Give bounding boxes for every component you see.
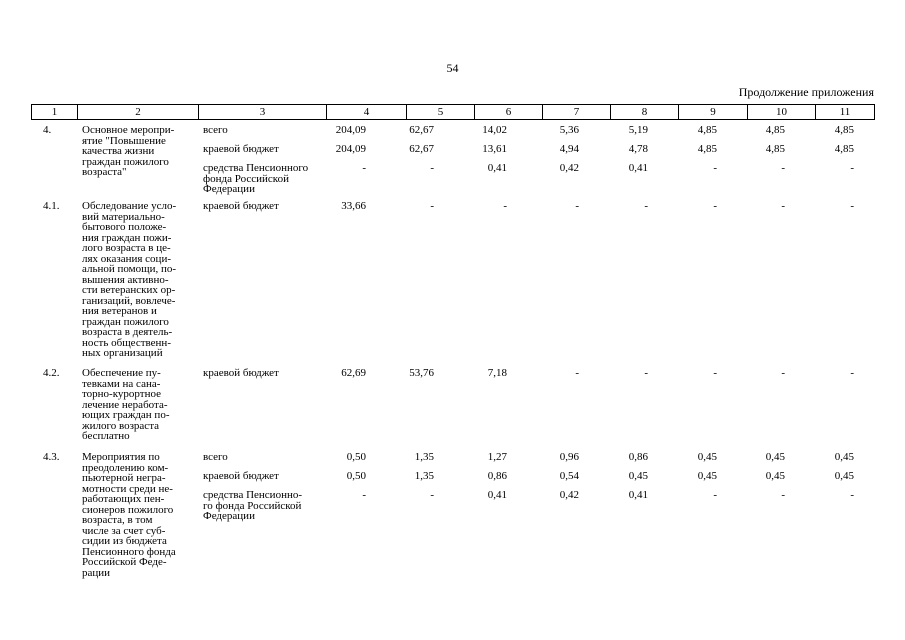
value-cell-col-5: - [430,489,434,501]
row-number: 4.3. [43,451,60,463]
row-title-line: торно-курортное [82,388,161,400]
value-cell-col-10: - [781,200,785,212]
column-header-7: 7 [543,105,611,120]
value-cell-col-6: 0,41 [487,162,507,174]
row-title-line: пьютерной негра- [82,472,166,484]
funding-source-line: Федерации [203,183,255,195]
value-cell-col-5: - [430,200,434,212]
value-cell-col-4: 0,50 [346,470,366,482]
value-cell-col-4: - [362,489,366,501]
row-title-line: сти ветеранских ор- [82,284,176,296]
value-cell-col-4: 0,50 [346,451,366,463]
row-title-line: альной помощи, по- [82,263,177,275]
value-cell-col-10: 4,85 [765,124,785,136]
value-cell-col-9: - [713,162,717,174]
value-cell-col-8: 5,19 [628,124,648,136]
value-cell-col-9: 4,85 [697,124,717,136]
row-title-line: возраста в деятель- [82,326,173,338]
column-header-8: 8 [611,105,679,120]
column-header-3: 3 [199,105,327,120]
row-title-line: мотности среди не- [82,482,173,495]
row-title-line: ганизаций, вовлече- [82,294,176,307]
row-title [82,368,192,442]
row-number: 4.1. [43,200,60,212]
row-title-line: лечение неработа- [82,398,168,411]
row-title-line: Мероприятия по [82,451,160,463]
value-cell-col-7: 0,42 [559,162,579,174]
value-cell-col-7: 0,54 [559,470,579,482]
funding-source-line: Федерации [203,510,255,522]
value-cell-col-5: 1,35 [414,470,434,482]
column-header-1: 1 [32,105,78,120]
row-title-line: Пенсионного фонда [82,545,176,558]
value-cell-col-5: 1,35 [414,451,434,463]
row-title-line: возраста, в том [82,514,153,526]
row-title-line: бесплатно [82,430,130,442]
value-cell-col-6: 1,27 [487,451,507,463]
value-cell-col-5: - [430,162,434,174]
value-cell-col-7: 0,42 [559,489,579,501]
value-cell-col-11: 4,85 [834,143,854,155]
value-cell-col-7: 4,94 [559,143,579,155]
column-header-6: 6 [475,105,543,120]
value-cell-col-8: 4,78 [628,143,648,155]
page-number: 54 [446,61,459,75]
funding-source-line: всего [203,124,228,136]
value-cell-col-9: - [713,489,717,501]
funding-source-line: краевой бюджет [203,470,279,482]
row-title-line: лях оказания соци- [82,252,171,265]
value-cell-col-8: - [644,367,648,379]
value-cell-col-11: - [850,162,854,174]
funding-source-line: средства Пенсионно- [203,489,303,501]
value-cell-col-11: - [850,200,854,212]
value-cell-col-6: 13,61 [482,143,507,155]
value-cell-col-10: 4,85 [765,143,785,155]
row-title-line: Российской Феде- [82,556,167,568]
row-title-line: сионеров пожилого [82,503,174,516]
value-cell-col-11: 0,45 [834,451,854,463]
value-cell-col-7: - [575,367,579,379]
funding-source-line: краевой бюджет [203,143,279,155]
row-title-line: рации [82,566,111,579]
row-title-line: вышения активно- [82,273,169,286]
column-header-2: 2 [78,105,199,120]
row-title-line: сидии из бюджета [82,535,167,547]
row-title-line: вий материально- [82,210,165,223]
row-title-line: жилого возраста [82,419,160,432]
value-cell-col-4: 204,09 [335,143,366,155]
value-cell-col-8: - [644,200,648,212]
row-title-line: преодолению ком- [82,461,169,474]
row-title-line: ность общественн- [82,336,171,349]
row-title [82,452,192,578]
value-cell-col-7: 5,36 [559,124,579,136]
value-cell-col-10: - [781,162,785,174]
funding-source-line: фонда Российской [203,172,289,185]
row-title-line: качества жизни [82,145,155,157]
value-cell-col-9: 0,45 [697,451,717,463]
row-title-line: Обследование усло- [82,200,177,212]
column-header-10: 10 [748,105,816,120]
value-cell-col-5: 53,76 [409,367,434,379]
row-title-line: бытового положе- [82,221,167,233]
value-cell-col-9: 4,85 [697,143,717,155]
value-cell-col-7: 0,96 [559,451,579,463]
row-title-line: ных организаций [82,347,163,359]
funding-source-line: го фонда Российской [203,499,302,512]
funding-source-line: всего [203,451,228,463]
value-cell-col-4: 62,69 [341,367,366,379]
value-cell-col-6: 0,86 [487,470,507,482]
value-cell-col-5: 62,67 [409,143,434,155]
row-number: 4. [43,124,52,136]
value-cell-col-7: - [575,200,579,212]
value-cell-col-6: 7,18 [487,367,507,379]
column-header-5: 5 [407,105,475,120]
value-cell-col-6: - [503,200,507,212]
row-title-line: тевками на сана- [82,377,161,390]
column-header-11: 11 [816,105,875,120]
row-title-line: граждан пожилого [82,315,169,328]
row-title-line: числе за счет суб- [82,524,166,537]
funding-source-line: средства Пенсионного [203,162,309,174]
value-cell-col-10: - [781,489,785,501]
value-cell-col-9: 0,45 [697,470,717,482]
value-cell-col-8: 0,41 [628,162,648,174]
row-title-line: возраста" [82,166,127,178]
row-title-line: граждан пожилого [82,155,169,168]
value-cell-col-10: - [781,367,785,379]
value-cell-col-9: - [713,367,717,379]
value-cell-col-4: - [362,162,366,174]
value-cell-col-11: - [850,367,854,379]
value-cell-col-10: 0,45 [765,451,785,463]
column-header-row [32,105,875,120]
row-title [82,125,192,178]
row-title-line: ния ветеранов и [82,305,157,317]
value-cell-col-4: 33,66 [341,200,366,212]
value-cell-col-4: 204,09 [335,124,366,136]
row-number: 4.2. [43,367,60,379]
value-cell-col-6: 14,02 [482,124,507,136]
row-title [82,201,192,359]
value-cell-col-6: 0,41 [487,489,507,501]
column-header-9: 9 [679,105,748,120]
row-title-line: ющих граждан по- [82,409,170,421]
row-title-line: работающих пен- [82,493,165,505]
value-cell-col-11: 4,85 [834,124,854,136]
row-title-line: Основное меропри- [82,124,175,136]
value-cell-col-11: 0,45 [834,470,854,482]
row-title-line: Обеспечение пу- [82,367,161,379]
value-cell-col-8: 0,86 [628,451,648,463]
value-cell-col-11: - [850,489,854,501]
value-cell-col-8: 0,45 [628,470,648,482]
row-title-line: ятие "Повышение [82,134,166,147]
row-title-line: лого возраста в це- [82,242,171,254]
column-header-table [31,104,875,120]
continuation-label: Продолжение приложения [738,85,874,99]
value-cell-col-8: 0,41 [628,489,648,501]
value-cell-col-10: 0,45 [765,470,785,482]
funding-source-line: краевой бюджет [203,200,279,212]
value-cell-col-9: - [713,200,717,212]
value-cell-col-5: 62,67 [409,124,434,136]
row-title-line: ния граждан пожи- [82,231,172,244]
column-header-4: 4 [327,105,407,120]
funding-source-line: краевой бюджет [203,367,279,379]
